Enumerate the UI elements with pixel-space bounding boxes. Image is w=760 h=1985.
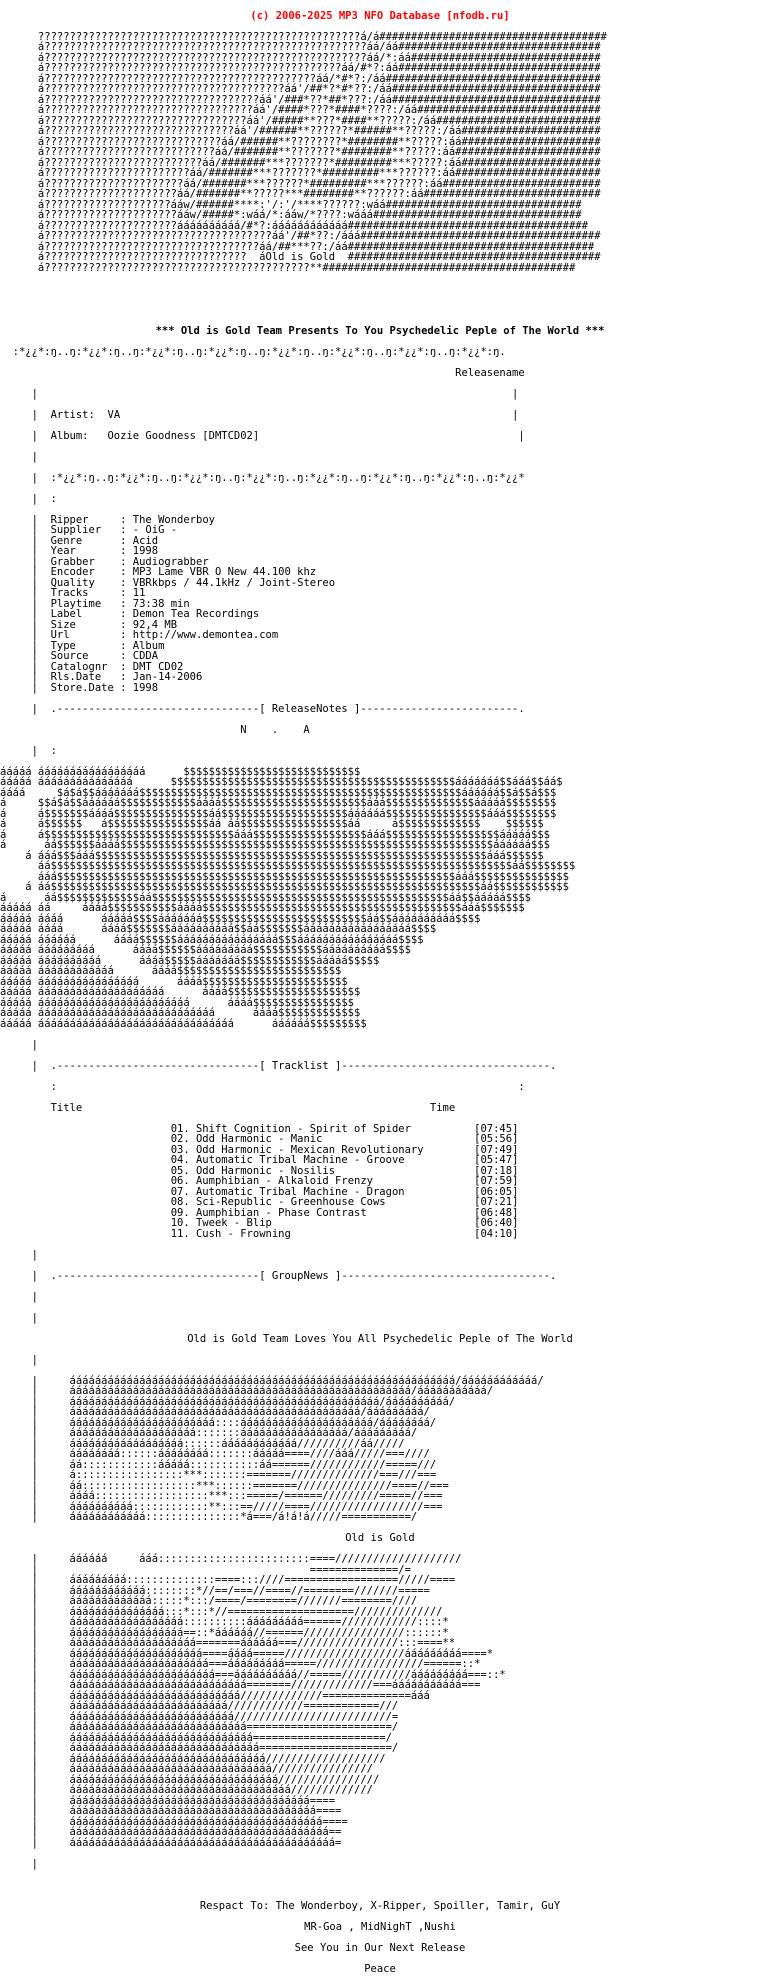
gold-art-line: | áááááááááááááááááááá=======áááááá===////////////////:::====**: [0, 1637, 456, 1649]
gold-art-line: | áááááááááááááááááá::::::::::ááááááááá======////////////::::*: [0, 1616, 449, 1628]
logo-art-line: á???????????????????????????????????????????????????áá/*:áá##############################: [0, 51, 601, 64]
logo-art-line: á???????????????????????????????? áOld is Gold ########################################: [0, 251, 601, 263]
gold-art-line: | ááááááááááááááááááááá====áááá=====///////////////////ááááááááá====*: [0, 1647, 494, 1660]
logo-art-line: á????????????????????ááw/######****:'/:'/****??????:wáá###############################: [0, 198, 582, 211]
releasename-label-line: [0, 368, 760, 379]
map-art-line: á ááá$$$ááá$$$$$$$$$$$$$$$$$$$$$$$$$$$$$$$$$$$$$$$$$$$$$$$$$$$$$$$$$$$$$$ááá$$$$$$: [0, 849, 544, 862]
gold-art-line: | ááááááááááááááááááááááááááááááááá////////////////: [0, 1773, 380, 1786]
gold-bars-art-top: [0, 1376, 760, 1523]
groupnews-title-line: | .--------------------------------[ GroupNews ]---------------------------------.: [0, 1269, 557, 1282]
album-label: Album:: [50, 429, 89, 442]
map-art-line: ááááá áááááááááááááááá áááá$$$$$$$$$$$$$$$$$$$$$$$: [0, 975, 348, 988]
gold-art-line: | áááááááááááááááááááááá===ááááááááá=====/////////////////======::*: [0, 1658, 481, 1670]
gold-art-line: | ==============/=: [0, 1563, 411, 1576]
info-value: Acid: [132, 534, 159, 547]
info-value: 1998: [132, 545, 159, 557]
track-title: Aumphibian - Phase Contrast: [195, 1206, 475, 1219]
tracklist-header-time: Time: [429, 1101, 456, 1114]
track-number: 01.: [170, 1122, 190, 1135]
info-value: MP3 Lame VBR O New 44.100 khz: [132, 566, 317, 578]
map-art-line: ááááá áááááááááááááááááááá áááá$$$$$$$$$$$$$$$$$$$$$: [0, 986, 361, 998]
info-row: | Supplier : - OiG -: [0, 524, 178, 536]
gold-bars-art-bottom: [0, 1554, 760, 1848]
info-label: Quality: [50, 576, 121, 589]
track-title: Odd Harmonic - Mexican Revolutionary: [195, 1143, 475, 1156]
info-row: | Catalognr : DMT CD02: [0, 660, 184, 673]
gold-art-line: | áááááááááááááááááá==::*áááááá//======////////////////::::::*: [0, 1626, 449, 1639]
track-number: 06.: [170, 1175, 190, 1187]
gold-art-line: | áááááááááááááááááá::::::áááááááááááá//////////áá/////: [0, 1437, 405, 1450]
logo-art-line: á??????????????????????????????????????????**########################################: [0, 261, 576, 274]
album-value: Oozie Goodness [DMTCD02]: [107, 429, 260, 442]
info-divider: | :*¿¿*:ŋ..ŋ:*¿¿*:ŋ..ŋ:*¿¿*:ŋ..ŋ:*¿¿*:ŋ..ŋ:*¿¿*:ŋ..ŋ:*¿¿*:ŋ..ŋ:*¿¿*:ŋ..ŋ:*¿¿*: [0, 471, 525, 484]
map-art-line: á áá$$$$$$$$$$$$$áá$$$$$$$$$$$$$$$$$$$$$$$$$$$$$$$$$$$$$$$$$$$$$$$áá$$ááááá$$$$: [0, 891, 532, 904]
gold-art-line: | áááááááááááááááááááááááááááááááááááááááá====: [0, 1815, 348, 1828]
map-art-line: ááá$$$$$$$$$$$$$$$$$$$$$$$$$$$$$$$$$$$$$$$$$$$$$$$$$$$$$$$$$$$$$$$ááá$$$$$$$$$$$$$$$: [0, 870, 569, 883]
info-label: Catalognr: [50, 660, 121, 673]
gold-art-line: | áááááááááááááááááááááááááááá=======================/: [0, 1721, 399, 1733]
gold-art-line: | ááááááááááááááááááááááááááááááááááááááááááááááááá/áááááááááá/: [0, 1395, 456, 1408]
map-art-line: á $$á$á$$áááááá$$$$$$$$$$$$áááá$$$$$$$$$$$$$$$$$$$$$$$ááá$$$$$$$$$$$$$$ááááá$$$$$$$$: [0, 797, 557, 809]
info-row: | Genre : Acid: [0, 534, 159, 547]
logo-art-line: á???????????????????????????áá/#######**???????*########**?????:áá#######################: [0, 146, 601, 158]
gold-art-line: | áááááá ááá::::::::::::::::::::::::====////////////////////: [0, 1553, 462, 1565]
info-label: Type: [50, 639, 121, 652]
release-info-table: [0, 515, 760, 694]
info-row: | Type : Album: [0, 639, 165, 652]
tracklist-title: [ Tracklist ]: [259, 1059, 342, 1072]
track-number: 11.: [170, 1227, 190, 1240]
track-number: 09.: [170, 1206, 190, 1219]
info-row: | Label : Demon Tea Recordings: [0, 608, 260, 620]
info-row: | Tracks : 11: [0, 587, 146, 599]
info-label: Year: [50, 545, 121, 557]
info-row: | Size : 92,4 MB: [0, 618, 178, 631]
map-art-line: á áá$$$$$$áááá$$$$$$$$$$$$$$$$$$$$$$$$$$$$$$$$$$$$$$$$$$$$$$$$$$$$$$$$$$$áááááá$$$: [0, 839, 550, 851]
info-label: Label: [50, 608, 121, 620]
respect-line-3: See You in Our Next Release: [294, 1941, 466, 1954]
respect-line-1: Respact To: The Wonderboy, X-Ripper, Spoiller, Tamir, GuY: [199, 1899, 561, 1912]
track-time: [07:49]: [474, 1143, 519, 1156]
map-art-line: á áá$$$$$$$$$$$$$$$$$$$$$$$$$$$$$$$$$$$$$$$$$$$$$$$$$$$$$$$$$$$$$$$$$$$$áá$$$$$$$$$$$$: [0, 881, 569, 893]
album-line: | Album: Oozie Goodness [DMTCD02] |: [0, 429, 525, 442]
map-art-line: á á$$$$$$$áááá$$$$$$$$$$$$$$$áá$$$$$$$$$$$$$$$$$$$$áááááá$$$$$$$$$$$$$$$$ááá$$$$$$$$: [0, 807, 557, 820]
track-title: Shift Cognition - Spirit of Spider: [195, 1122, 475, 1135]
gold-art-line: | áá::::::::::::ááááá:::::::::::áá======////////////=====///: [0, 1458, 437, 1471]
artist-label: Artist:: [50, 408, 95, 421]
info-row: | Year : 1998: [0, 545, 159, 557]
info-value: - OiG -: [132, 524, 178, 536]
old-is-gold-logo-art: [0, 32, 760, 274]
releasename-label: Releasename: [455, 366, 525, 379]
map-art-line: á á$$$$$$$$$$$$$$$$$$$$$$$$$$$$$$ááá$$$$$$$$$$$$$$$$$$ááá$$$$$$$$$$$$$$$$$$ááááá$$$: [0, 828, 550, 841]
old-is-gold-caption: Old is Gold: [345, 1532, 415, 1544]
gold-art-line: | ááááááááááááááááááááááááááááááááááááááá====: [0, 1805, 342, 1817]
info-label: Playtime: [50, 597, 121, 610]
info-row: | Source : CDDA: [0, 650, 159, 662]
logo-art-line: á????????????????????????????áá/######**????????*########**?????:áá######################: [0, 135, 601, 148]
track-time: [07:45]: [474, 1122, 519, 1135]
gold-art-line: | ááááááááááááááááááááááá===áááááááááá//=====///////////ááááááááá===::*: [0, 1668, 506, 1681]
info-value: DMT CD02: [132, 660, 184, 673]
gold-art-line: | áááááááááááááááááááááááááááááááááááááá====: [0, 1794, 336, 1807]
track-time: [05:56]: [474, 1133, 519, 1145]
gold-art-line: | ááááááááááááááá:::*:::*//====================//////////////: [0, 1605, 443, 1618]
gold-art-line: | áááááááááááááááááááá:::::::ááááááááááááááááá/ááááááááá/: [0, 1427, 418, 1439]
logo-art-line: á??????????????????????????????áá'/######**??????*######**?????:/áá######################: [0, 125, 601, 137]
info-value: The Wonderboy: [132, 513, 215, 526]
logo-art-line: á???????????????????????????????????????????áá/*#*?:/áá##################################: [0, 72, 601, 85]
map-art-line: áááá $á$á$$ááááááá$$$$$$$$$$$$$$$$$$$$$$$$$$$$$$$$$$$$$$$$$$$$$$$$$$$áááááá$$á$$á$$$: [0, 786, 557, 799]
releasenotes-sub: N . A: [240, 723, 310, 736]
map-art-line: ááááá ááááááááááááááá $$$$$$$$$$$$$$$$$$$$$$$$$$$$$$$$$$$$$$$$$$$$$ááááááá$$ááá$$áá$: [0, 776, 563, 788]
gold-art-line: | ááááááááááááááááááááááááááááááááááááááááá==: [0, 1826, 342, 1838]
track-number: 03.: [170, 1143, 190, 1156]
logo-art-line: á?????????????????????áá/#######**?????***########**??????:áá############################: [0, 188, 601, 200]
map-art-line: ááááá áááááááááá áááá$$$$$ááááááá$$$$$$$$$$$$ááááá$$$$$: [0, 954, 380, 967]
track-time: [04:10]: [474, 1227, 519, 1240]
gold-art-line: | áááááááááááááááááááááááááááááááááááááááááááááááááááááá/ááááááááááá/: [0, 1385, 494, 1397]
respect-line-4: Peace: [364, 1962, 396, 1975]
info-label: Rls.Date: [50, 671, 121, 683]
releasenotes-title-line: | .--------------------------------[ ReleaseNotes ]-------------------------.: [0, 702, 525, 715]
info-row: | Grabber : Audiograbber: [0, 555, 209, 568]
logo-art-line: á????????????????????????????????áá'/#####**???*####**?????:/áá##########################: [0, 114, 601, 127]
gold-art-line: | áá::::::::::::::::::***::::::=======///////////////====//===: [0, 1479, 449, 1492]
info-label: Size: [50, 618, 121, 631]
releasenotes-title: [ ReleaseNotes ]: [259, 702, 361, 715]
track-time: [07:59]: [474, 1175, 519, 1187]
track-number: 10.: [170, 1217, 190, 1229]
info-label: Ripper: [50, 513, 121, 526]
track-number: 05.: [170, 1164, 190, 1177]
gold-art-line: | ááááááááááááááááááááááááááá/////////////==============ááá: [0, 1689, 430, 1702]
info-value: 11: [132, 587, 146, 599]
tracklist-header: [0, 1103, 760, 1114]
track-number: 08.: [170, 1196, 190, 1208]
groupnews-title: [ GroupNews ]: [259, 1269, 342, 1282]
map-art-line: ááááá áá áááá$$$$$$$$$$$áááá$$$$$$$$$$$$$$$$$$$$$$$$$$$$$$$$$$$$$$$$$ááá$$$$$$$: [0, 902, 525, 914]
map-art-line: á á$$$$$$ á$$$$$$$$$$$$$$$$áá áá$$$$$$$$$$$$$$$$$áá á$$$$$$$$$$$$$ $$$$$$: [0, 818, 544, 830]
map-art-line: ááááá áááá áááá$$$$$$$áááááááááá$$áá$$$$$$$ááááááááááááááááá$$$$: [0, 923, 437, 935]
logo-art-line: á???????????????????????áá/#######***???????*#########***??????:áá#######################: [0, 167, 601, 179]
track-title: Tweek - Blip: [195, 1217, 475, 1229]
info-value: CDDA: [132, 650, 159, 662]
gold-art-line: | ááááááááááááááááááááááááá////////////============///: [0, 1700, 399, 1712]
logo-art-line: á??????????????????????????????????????áá'/##*?*#*??:/áá#################################: [0, 83, 601, 95]
info-value: 1998: [132, 681, 159, 694]
world-map-art: [0, 767, 760, 1030]
track-number: 04.: [170, 1154, 190, 1166]
logo-art-line: ???????????????????????????????????????????????????á/á####################################: [0, 30, 607, 43]
info-row: | Playtime : 73:38 min: [0, 597, 190, 610]
info-value: VBRkbps / 44.1kHz / Joint-Stereo: [132, 576, 336, 589]
map-art-line: ááááá ááááááááá áááá$$$$$$ááááááááá$$$$$$$$$$$áááááááááá$$$$: [0, 944, 411, 956]
track-number: 02.: [170, 1133, 190, 1145]
info-value: Album: [132, 639, 165, 652]
gold-art-line: | ááááááááááááááááááááááááááááááááááá/////////////: [0, 1784, 373, 1796]
info-row: | Encoder : MP3 Lame VBR O New 44.100 khz: [0, 566, 317, 578]
info-label: Grabber: [50, 555, 121, 568]
gold-art-line: | ááááááááááááááááááááááááááááááááááááááááááááááááááááááááááááá/áááááááááááá/: [0, 1374, 544, 1387]
map-art-line: ááááá áááááááááááááááááááááááááááá áááá$$$$$$$$$$$$$: [0, 1007, 361, 1019]
track-row: [0, 1229, 760, 1240]
info-label: Url: [50, 629, 121, 641]
logo-art-line: á?????????????????????ááw/#####*:wáá/*:ááw/*????:wááá#################################: [0, 209, 582, 221]
nfo-database-header: (c) 2006-2025 MP3 NFO Database [nfodb.ru]: [250, 9, 510, 22]
logo-art-line: á???????????????????????????????????????????????????áá/áá################################: [0, 41, 601, 53]
map-art-line: ááááá áááááááááááá áááá$$$$$$$$$$$$$$$$$$$$$$$$$$: [0, 965, 342, 977]
track-title: Sci-Republic - Greenhouse Cows: [195, 1196, 475, 1208]
info-label: Encoder: [50, 566, 121, 578]
gold-art-line: | á:::::::::::::::::***:::::::=======//////////////===///===: [0, 1469, 437, 1481]
info-row: | Url : http://www.demontea.com: [0, 629, 279, 641]
track-time: [07:18]: [474, 1164, 519, 1177]
gold-art-line: | áááááááááááááááááááááááááá/////////////////////////=: [0, 1710, 399, 1723]
map-art-line: ááááá ááááááááááááááááá $$$$$$$$$$$$$$$$$$$$$$$$$$$$: [0, 765, 361, 778]
logo-art-line: á??????????????????????áá/#######***??????*#########***??????:áá#########################: [0, 177, 601, 190]
info-row: | Rls.Date : Jan-14-2006: [0, 671, 203, 683]
info-value: Jan-14-2006: [132, 671, 203, 683]
logo-art-line: á?????????????????????????áá/#######***???????*#########***?????:áá######################: [0, 156, 601, 169]
tracklist-header-title: Title: [50, 1101, 83, 1114]
map-art-line: ááááá áááááá áááá$$$$$$áááááááááááááááá$$$áááááááááááááááá$$$$: [0, 933, 424, 946]
logo-art-line: á?????????????????????????????????áá'/####*???*####*????:/áá#############################: [0, 104, 601, 116]
gold-art-line: | ááááááááááááááááááááááááááááá=====================/: [0, 1731, 392, 1744]
logo-art-line: á????????????????????????????????????áá'/##*??:/ááá######################################: [0, 230, 601, 242]
track-title: Odd Harmonic - Nosilis: [195, 1164, 475, 1177]
gold-art-line: | áááááááááá::::::::::::**:::==/////====//////////////////===: [0, 1500, 443, 1513]
map-art-line: ááááá ááááááááááááááááááááááááááááááá áááááá$$$$$$$$$: [0, 1017, 367, 1030]
info-label: Source: [50, 650, 121, 662]
gold-art-line: | áááááááááááá:::::::::::::::*á===/á!á!á/////===========/: [0, 1511, 418, 1523]
respect-line-2: MR-Goa , MidNighT ,Nushi: [304, 1920, 456, 1933]
tracklist: [0, 1124, 760, 1240]
gold-art-line: | áááááááááááááááááááááááááááááááá////////////////: [0, 1763, 373, 1775]
logo-art-line: á??????????????????????????????????áá/##***??:/áá#######################################: [0, 240, 595, 253]
track-number: 07.: [170, 1185, 190, 1198]
gold-art-line: | áááááááá::::::áááááááá:::::::ááááá====////ááá/////===////: [0, 1448, 430, 1460]
gold-art-line: | ááááááááááááááááááááááá::::ááááááááááááááááááááá/áááááááá/: [0, 1416, 437, 1429]
info-label: Supplier: [50, 524, 121, 536]
info-label: Store.Date: [50, 681, 121, 694]
gold-art-line: | ááááááááááááááááááááááááááááááá///////////////////: [0, 1752, 386, 1765]
info-label: Tracks: [50, 587, 121, 599]
track-time: [05:47]: [474, 1154, 519, 1166]
info-label: Genre: [50, 534, 121, 547]
gold-art-line: | áááááááááááááááááááááááááááááá=====================/: [0, 1742, 399, 1754]
nfo-document: (c) 2006-2025 MP3 NFO Database [nfodb.ru] ???????????????????????????????????????????????????á/á#################################### á???????????????????????????????????????????????????áá/áá################################ á???????????????????????????????????????????????????áá/*:áá############################## á???????????????????????????????????????????????áá/#*?:áá################################ á???????????????????????????????????????????áá/*#*?:/áá################################## á??????????????????????????????????????áá'/##*?*#*??:/áá################################# á??????????????????????????????????áá'/###*??*##*???:/áá################################# á?????????????????????????????????áá'/####*???*####*????:/áá############################# á????????????????????????????????áá'/#####**???*####**?????:/áá########################## á??????????????????????????????áá'/######**??????*######**?????:/áá###################### á????????????????????????????áá/######**????????*########**?????:áá###################### á???????????????????????????áá/#######**???????*########**?????:áá####################### á?????????????????????????áá/#######***???????*#########***?????:áá###################### á???????????????????????áá/#######***???????*#########***??????:áá####################### á??????????????????????áá/#######***??????*#########***??????:áá######################### á?????????????????????áá/#######**?????***########**??????:áá############################ á????????????????????ááw/######****:'/:'/****??????:wáá############################### á?????????????????????ááw/#####*:wáá/*:ááw/*????:wááá################################# á?????????????????????áááááááááá/#*?:áááááááááááá###################################### á????????????????????????????????????áá'/##*??:/ááá###################################### á??????????????????????????????????áá/##***??:/áá####################################### á???????????????????????????????? áOld is Gold ######################################## á??????????????????????????????????????????**######################################## *** Old is Gold Team Presents To You Psychedelic Peple of The World *** :*¿¿*:ŋ..ŋ:*¿¿*:ŋ..ŋ:*¿¿*:ŋ..ŋ:*¿¿*:ŋ..ŋ:*¿¿*:ŋ..ŋ:*¿¿*:ŋ..ŋ:*¿¿*:ŋ..ŋ:*¿¿*:ŋ. Releasename | | | Artist: VA | | Album: Oozie Goodness [DMTCD02] | | | :*¿¿*:ŋ..ŋ:*¿¿*:ŋ..ŋ:*¿¿*:ŋ..ŋ:*¿¿*:ŋ..ŋ:*¿¿*:ŋ..ŋ:*¿¿*:ŋ..ŋ:*¿¿*:ŋ..ŋ:*¿¿* | : | Ripper : The Wonderboy | Supplier : - OiG - | Genre : Acid | Year : 1998 | Grabber : Audiograbber | Encoder : MP3 Lame VBR O New 44.100 khz | Quality : VBRkbps / 44.1kHz / Joint-Stereo | Tracks : 11 | Playtime : 73:38 min | Label : Demon Tea Recordings | Size : 92,4 MB | Url : http://www.demontea.com | Type : Album | Source : CDDA | Catalognr : DMT CD02 | Rls.Date : Jan-14-2006 | Store.Date : 1998 | .--------------------------------[ ReleaseNotes ]-------------------------. N . A | : ááááá ááááááááááááááááá $$$$$$$$$$$$$$$$$$$$$$$$$$$$ ááááá ááááááááááááááá $$$$$$$$$$$$$$$$$$$$$$$$$$$$$$$$$$$$$$$$$$$$$ááááááá$$ááá$$áá$ áááá $á$á$$ááááááá$$$$$$$$$$$$$$$$$$$$$$$$$$$$$$$$$$$$$$$$$$$$$$$$$$$áááááá$$á$$á$$$ á $$á$á$$áááááá$$$$$$$$$$$$áááá$$$$$$$$$$$$$$$$$$$$$$$ááá$$$$$$$$$$$$$$ááááá$$$$$$$$ á á$$$$$$$áááá$$$$$$$$$$$$$$$áá$$$$$$$$$$$$$$$$$$$$áááááá$$$$$$$$$$$$$$$$ááá$$$$$$$$ á á$$$$$$ á$$$$$$$$$$$$$$$$áá áá$$$$$$$$$$$$$$$$$áá á$$$$$$$$$$$$$ $$$$$$ á á$$$$$$$$$$$$$$$$$$$$$$$$$$$$$$ááá$$$$$$$$$$$$$$$$$$ááá$$$$$$$$$$$$$$$$$$ááááá$$$ á áá$$$$$$áááá$$$$$$$$$$$$$$$$$$$$$$$$$$$$$$$$$$$$$$$$$$$$$$$$$$$$$$$$$$$áááááá$$$ á ááá$$$ááá$$$$$$$$$$$$$$$$$$$$$$$$$$$$$$$$$$$$$$$$$$$$$$$$$$$$$$$$$$$$$$ááá$$$$$$ áá$$$$$$$$$$$$$$$$$$$$$$$$$$$$$$$$$$$$$$$$$$$$$$$$$$$$$$$$$$$$$$$$$$$$$$$$$áá$$$$$$$$ ááá$$$$$$$$$$$$$$$$$$$$$$$$$$$$$$$$$$$$$$$$$$$$$$$$$$$$$$$$$$$$$$$ááá$$$$$$$$$$$$$$$ á áá$$$$$$$$$$$$$$$$$$$$$$$$$$$$$$$$$$$$$$$$$$$$$$$$$$$$$$$$$$$$$$$$$$$$áá$$$$$$$$$$$$ á áá$$$$$$$$$$$$$áá$$$$$$$$$$$$$$$$$$$$$$$$$$$$$$$$$$$$$$$$$$$$$$$áá$$ááááá$$$$ ááááá áá áááá$$$$$$$$$$$áááá$$$$$$$$$$$$$$$$$$$$$$$$$$$$$$$$$$$$$$$$$ááá$$$$$$$ ááááá áááá ááááá$$$$ááááááá$$$$$$$$$$$$$$$$$$$$$$$$$$áá$$áááááááááá$$$$ ááááá áááá áááá$$$$$$$áááááááááá$$áá$$$$$$$ááááááááááááááááá$$$$ ááááá áááááá áááá$$$$$$áááááááááááááááá$$$áááááááááááááááá$$$$ ááááá ááááááááá áááá$$$$$$ááááááááá$$$$$$$$$$$áááááááááá$$$$ ááááá áááááááááá áááá$$$$$ááááááá$$$$$$$$$$$$ááááá$$$$$ ááááá áááááááááááá áááá$$$$$$$$$$$$$$$$$$$$$$$$$$ ááááá áááááááááááááááá áááá$$$$$$$$$$$$$$$$$$$$$$$ ááááá áááááááááááááááááááá áááá$$$$$$$$$$$$$$$$$$$$$ ááááá áááááááááááááááááááááááá áááá$$$$$$$$$$$$$$$$ ááááá áááááááááááááááááááááááááááá áááá$$$$$$$$$$$$$ ááááá ááááááááááááááááááááááááááááááá áááááá$$$$$$$$$ | | .--------------------------------[ Tracklist ]---------------------------------. : : Title Time 01. Shift Cognition - Spirit of Spider [07:45] 02. Odd Harmonic - Manic [05:56] 03. Odd Harmonic - Mexican Revolutionary [07:49] 04. Automatic Tribal Machine - Groove [05:47] 05. Odd Harmonic - Nosilis [07:18] 06. Aumphibian - Alkaloid Frenzy [07:59] 07. Automatic Tribal Machine - Dragon [06:05] 08. Sci-Republic - Greenhouse Cows [07:21] 09. Aumphibian - Phase Contrast [06:48] 10. Tweek - Blip [06:40] 11. Cush - Frowning [04:10] | | .--------------------------------[ GroupNews ]---------------------------------. | | Old is Gold Team Loves You All Psychedelic Peple of The World | | ááááááááááááááááááááááááááááááááááááááááááááááááááááááááááááá/áááááááááááá/ | áááááááááááááááááááááááááááááááááááááááááááááááááááááá/ááááááááááá/ | ááááááááááááááááááááááááááááááááááááááááááááááááá/áááááááááá/ | áááááááááááááááááááááááááááááááááááááááááááááá/ááááááááá/ | ááááááááááááááááááááááá::::ááááááááááááááááááááá/áááááááá/ | áááááááááááááááááááá:::::::ááááááááááááááááá/ááááááááá/ | áááááááááááááááááá::::::áááááááááááá//////////áá///// | áááááááá::::::áááááááá:::::::ááááá====////ááá/////===//// | áá::::::::::::ááááá:::::::::::áá======////////////=====/// | á:::::::::::::::::***:::::::=======//////////////===///=== | áá::::::::::::::::::***::::::=======///////////////====//=== | áááá::::::::::::::::::***:::=====/======/////////=====//=== | áááááááááá::::::::::::**:::==/////====//////////////////=== | áááááááááááá:::::::::::::::*á===/á!á!á/////===========/ Old is Gold | áááááá ááá::::::::::::::::::::::::====//////////////////// | ==============/= | ááááááááá::::::::::::::====:::////==================/////==== | áááááááááááá::::::::*//==/===//====//========///////===== | ááááááááááááá:::::*:::/====/========///////========//// | ááááááááááááááá:::*:::*//====================////////////// | áááááááááááááááááá::::::::::ááááááááá======////////////::::* | áááááááááááááááááá==::*áááááá//======////////////////::::::* | áááááááááááááááááááá=======áááááá===////////////////:::====** | ááááááááááááááááááááá====áááá=====///////////////////ááááááááá====* | áááááááááááááááááááááá===ááááááááá=====/////////////////======::* | ááááááááááááááááááááááá===áááááááááá//=====///////////ááááááááá===::* | áááááááááááááááááááááááááááá=======/////////////===ááááááááááá=== | ááááááááááááááááááááááááááá/////////////==============ááá | ááááááááááááááááááááááááá////////////============/// | áááááááááááááááááááááááááá/////////////////////////= | áááááááááááááááááááááááááááá=======================/ | ááááááááááááááááááááááááááááá=====================/ | áááááááááááááááááááááááááááááá=====================/ | ááááááááááááááááááááááááááááááá/////////////////// | áááááááááááááááááááááááááááááááá//////////////// | ááááááááááááááááááááááááááááááááá//////////////// | ááááááááááááááááááááááááááááááááááá///////////// | áááááááááááááááááááááááááááááááááááááá==== | ááááááááááááááááááááááááááááááááááááááá==== | áááááááááááááááááááááááááááááááááááááááá==== | ááááááááááááááááááááááááááááááááááááááááá== | áááááááááááááááááááááááááááááááááááááááááá= | Respact To: The Wonderboy, X-Ripper, Spoiller, Tamir, GuY MR-Goa , MidNighT ,Nushi See You in Our Next Release Peace: [0, 0, 760, 1776]
map-art-line: áá$$$$$$$$$$$$$$$$$$$$$$$$$$$$$$$$$$$$$$$$$$$$$$$$$$$$$$$$$$$$$$$$$$$$$$$$$áá$$$$$$$$: [0, 860, 576, 872]
logo-art-line: á??????????????????????????????????áá'/###*??*##*???:/áá#################################: [0, 93, 601, 106]
map-art-line: ááááá áááá ááááá$$$$ááááááá$$$$$$$$$$$$$$$$$$$$$$$$$$áá$$áááááááááá$$$$: [0, 912, 481, 925]
info-value: 92,4 MB: [132, 618, 178, 631]
gold-art-line: | áááááááááááááááááááááááááááááááááááááááááááááá/ááááááááá/: [0, 1406, 430, 1418]
track-title: Automatic Tribal Machine - Groove: [195, 1154, 475, 1166]
track-title: Automatic Tribal Machine - Dragon: [195, 1185, 475, 1198]
gold-art-line: | ááááááááá::::::::::::::====:::////==================/////====: [0, 1574, 456, 1586]
gold-art-line: | ááááááááááááá:::::*:::/====/========///////========////: [0, 1595, 418, 1607]
tracklist-title-line: | .--------------------------------[ Tracklist ]---------------------------------.: [0, 1059, 557, 1072]
releasename-divider: :*¿¿*:ŋ..ŋ:*¿¿*:ŋ..ŋ:*¿¿*:ŋ..ŋ:*¿¿*:ŋ..ŋ:*¿¿*:ŋ..ŋ:*¿¿*:ŋ..ŋ:*¿¿*:ŋ..ŋ:*¿¿*:ŋ.: [12, 345, 506, 358]
info-value: Demon Tea Recordings: [132, 608, 260, 620]
logo-art-line: á???????????????????????????????????????????????áá/#*?:áá################################: [0, 62, 601, 74]
logo-art-line: á?????????????????????áááááááááá/#*?:áááááááááááá######################################: [0, 219, 588, 232]
gold-art-line: | áááááááááááá::::::::*//==/===//====//========///////=====: [0, 1584, 430, 1597]
artist-line: | Artist: VA |: [0, 408, 519, 421]
groupnews-text: Old is Gold Team Loves You All Psychedelic Peple of The World: [187, 1332, 573, 1345]
track-time: [07:21]: [474, 1196, 519, 1208]
gold-art-line: | áááá::::::::::::::::::***:::=====/======/////////=====//===: [0, 1490, 443, 1502]
artist-value: VA: [107, 408, 121, 421]
track-title: Cush - Frowning: [195, 1227, 475, 1240]
info-row: | Ripper : The Wonderboy: [0, 513, 215, 526]
track-title: Aumphibian - Alkaloid Frenzy: [195, 1175, 475, 1187]
info-value: Audiograbber: [132, 555, 209, 568]
track-time: [06:05]: [474, 1185, 519, 1198]
releasenotes-sub-line: [0, 725, 760, 736]
info-row: | Store.Date : 1998: [0, 681, 159, 694]
info-value: http://www.demontea.com: [132, 629, 279, 641]
presents-line: *** Old is Gold Team Presents To You Psychedelic Peple of The World ***: [155, 324, 605, 337]
gold-art-line: | áááááááááááááááááááááááááááá=======/////////////===ááááááááááá===: [0, 1679, 481, 1691]
info-row: | Quality : VBRkbps / 44.1kHz / Joint-Stereo: [0, 576, 336, 589]
map-art-line: ááááá áááááááááááááááááááááááá áááá$$$$$$$$$$$$$$$$: [0, 996, 355, 1009]
track-time: [06:48]: [474, 1206, 519, 1219]
gold-art-line: | áááááááááááááááááááááááááááááááááááááááááá=: [0, 1836, 342, 1849]
track-title: Odd Harmonic - Manic: [195, 1133, 475, 1145]
track-time: [06:40]: [474, 1217, 519, 1229]
info-value: 73:38 min: [132, 597, 190, 610]
